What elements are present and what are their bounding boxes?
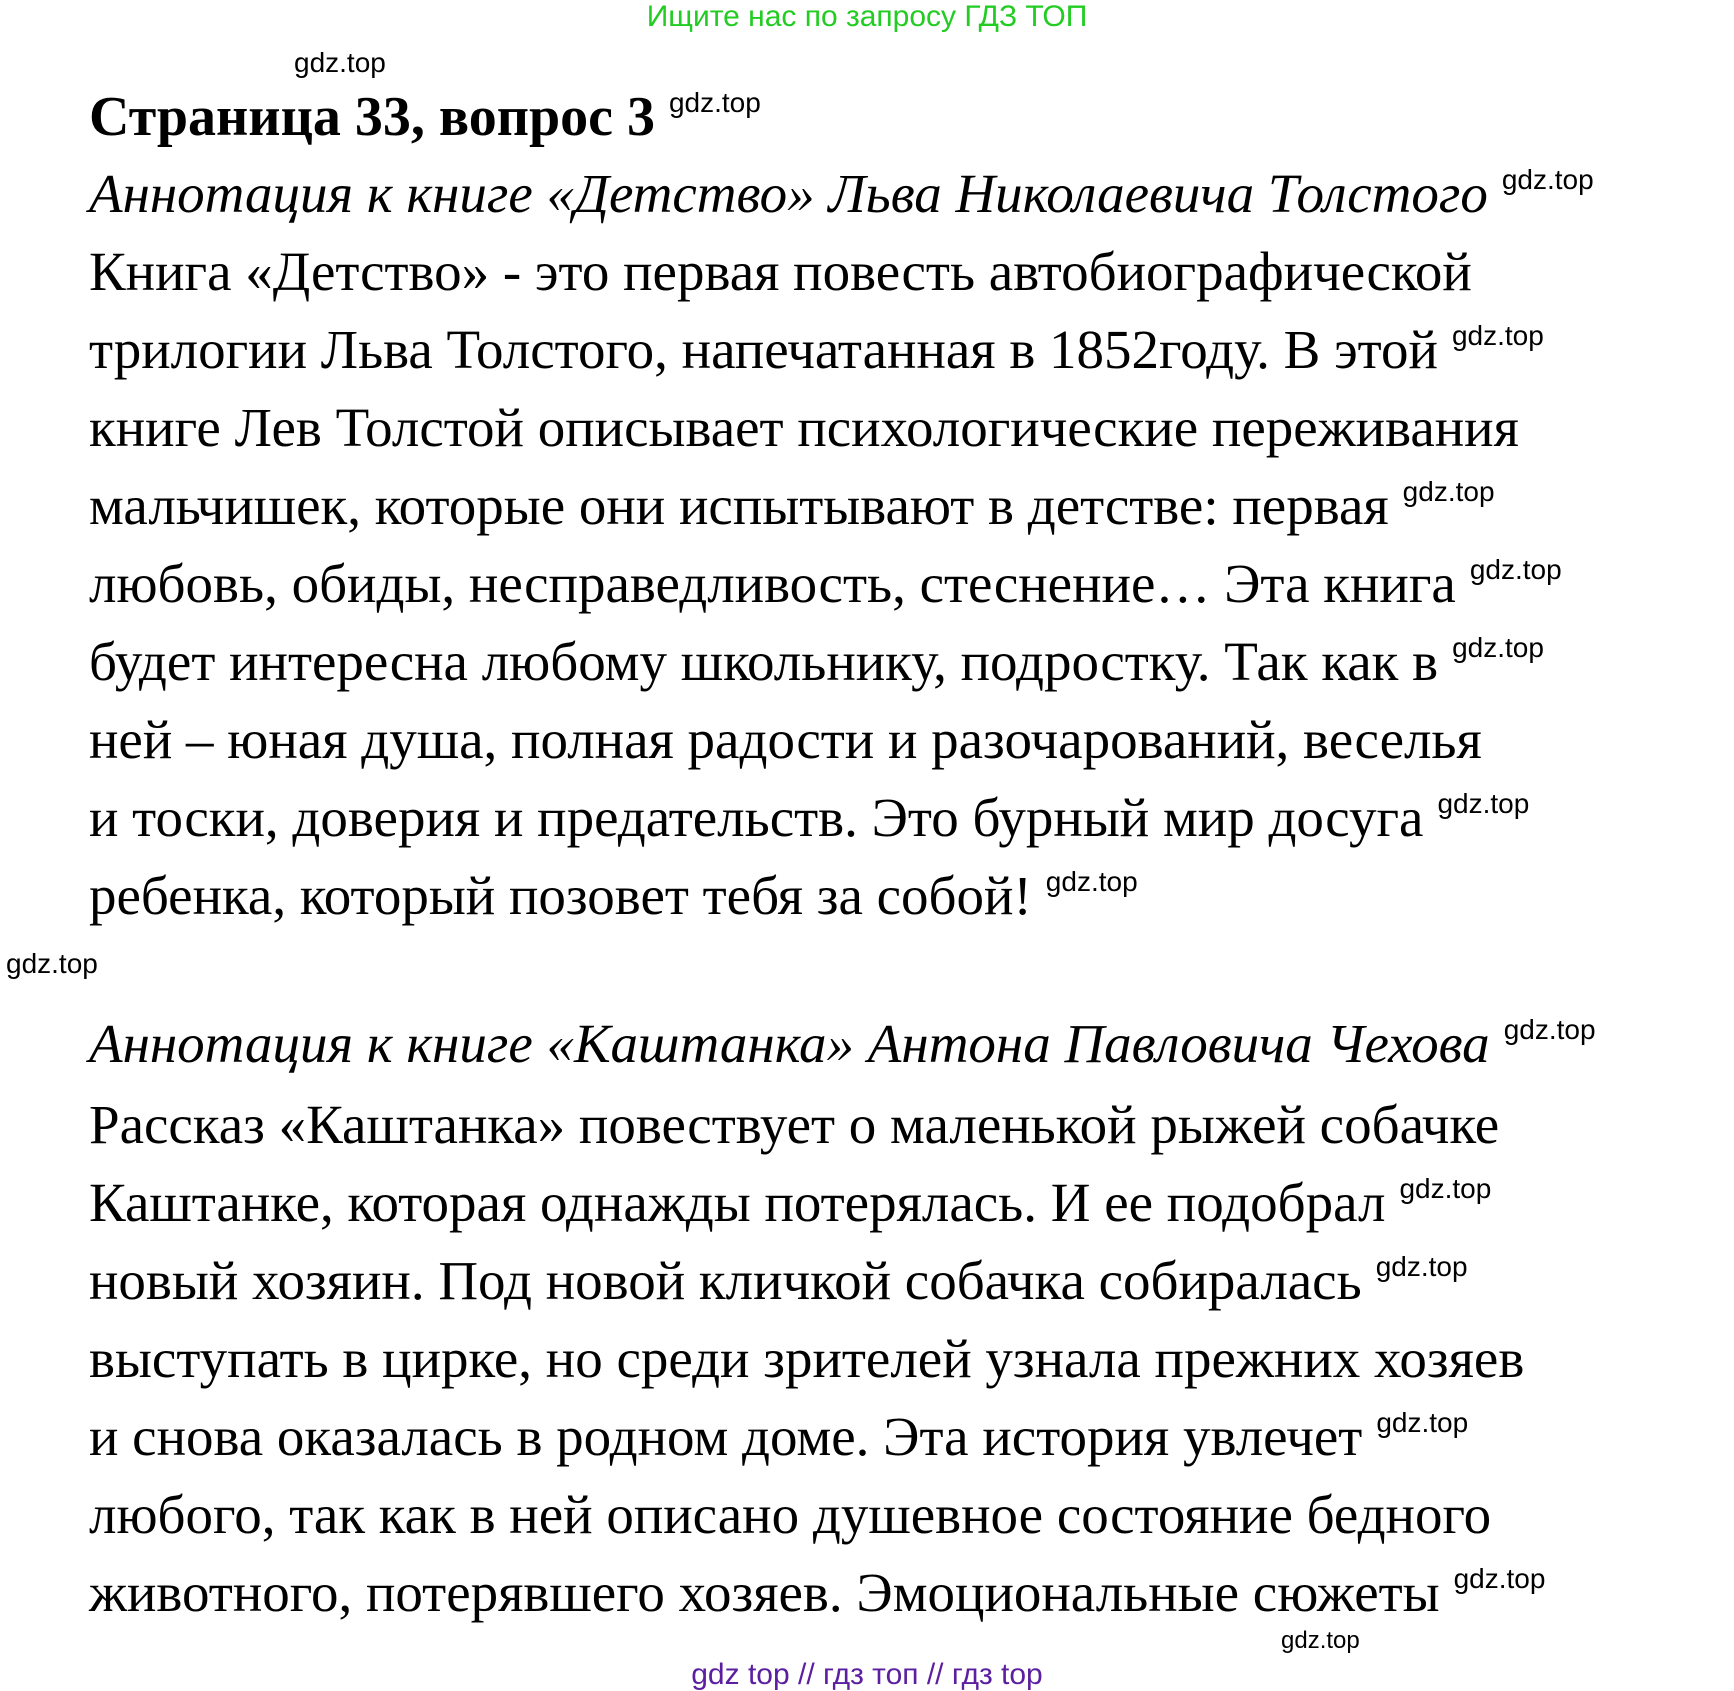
text-line: книге Лев Толстой описывает психологические переживания — [89, 397, 1519, 458]
text-line: Книга «Детство» - это первая повесть автобиографической — [89, 241, 1472, 302]
watermark: gdz.top — [668, 87, 761, 118]
watermark: gdz.top — [1452, 632, 1544, 663]
page-title: Страница 33, вопрос 3 — [89, 86, 655, 148]
watermark: gdz.top — [1281, 1627, 1360, 1654]
text-line: мальчишек, которые они испытывают в детстве: первая — [89, 475, 1389, 536]
text-line-row — [89, 1406, 1469, 1467]
text-line: ней – юная душа, полная радости и разочарований, веселья — [89, 709, 1482, 770]
section-title-row — [89, 1013, 1596, 1074]
text-line-row — [89, 553, 1562, 614]
page-title-row — [89, 86, 761, 148]
text-line: Каштанке, которая однажды потерялась. И ее подобрал — [89, 1172, 1386, 1233]
text-line: выступать в цирке, но среди зрителей узнала прежних хозяев — [89, 1328, 1525, 1389]
text-line-row — [89, 631, 1544, 692]
section-title-row — [89, 163, 1594, 224]
text-line-row — [89, 1250, 1468, 1311]
text-line-row — [89, 319, 1544, 380]
text-line: любовь, обиды, несправедливость, стеснение… Эта книга — [89, 553, 1456, 614]
section-title-kashtanka: Аннотация к книге «Каштанка» Антона Павловича Чехова — [89, 1013, 1490, 1074]
text-line-row — [89, 865, 1138, 926]
footer-watermark: gdz top // гдз топ // гдз top — [691, 1658, 1043, 1691]
watermark: gdz.top — [6, 948, 98, 979]
text-line-row — [89, 1172, 1492, 1233]
text-line-row — [89, 1562, 1546, 1623]
text-line: ребенка, который позовет тебя за собой! — [89, 865, 1032, 926]
text-line: Рассказ «Каштанка» повествует о маленькой рыжей собачке — [89, 1094, 1500, 1155]
watermark: gdz.top — [1437, 788, 1530, 819]
watermark: gdz.top — [1375, 1251, 1468, 1282]
watermark: gdz.top — [1451, 320, 1544, 351]
watermark: gdz.top — [1402, 476, 1495, 507]
watermark: gdz.top — [1503, 1014, 1596, 1045]
text-line: любого, так как в ней описано душевное состояние бедного — [89, 1484, 1492, 1545]
watermark: gdz.top — [1376, 1407, 1469, 1438]
watermark: gdz.top — [1453, 1563, 1546, 1594]
text-line: новый хозяин. Под новой кличкой собачка собиралась — [89, 1250, 1362, 1311]
text-line-row — [89, 475, 1495, 536]
text-line: будет интересна любому школьнику, подростку. Так как в — [89, 631, 1439, 692]
watermark: gdz.top — [294, 47, 386, 78]
watermark: gdz.top — [1469, 554, 1562, 585]
text-line: и тоски, доверия и предательств. Это бурный мир досуга — [89, 787, 1424, 848]
text-line: трилогии Льва Толстого, напечатанная в 1852году. В этой — [89, 319, 1438, 380]
text-line-row — [89, 787, 1530, 848]
watermark: gdz.top — [1045, 866, 1138, 897]
section-title-detstvo: Аннотация к книге «Детство» Льва Николаевича Толстого — [89, 163, 1488, 224]
top-banner: Ищите нас по запросу ГДЗ ТОП — [646, 0, 1088, 33]
text-line: и снова оказалась в родном доме. Эта история увлечет — [89, 1406, 1363, 1467]
watermark: gdz.top — [1399, 1173, 1492, 1204]
watermark: gdz.top — [1501, 164, 1594, 195]
text-line: животного, потерявшего хозяев. Эмоциональные сюжеты — [89, 1562, 1440, 1623]
